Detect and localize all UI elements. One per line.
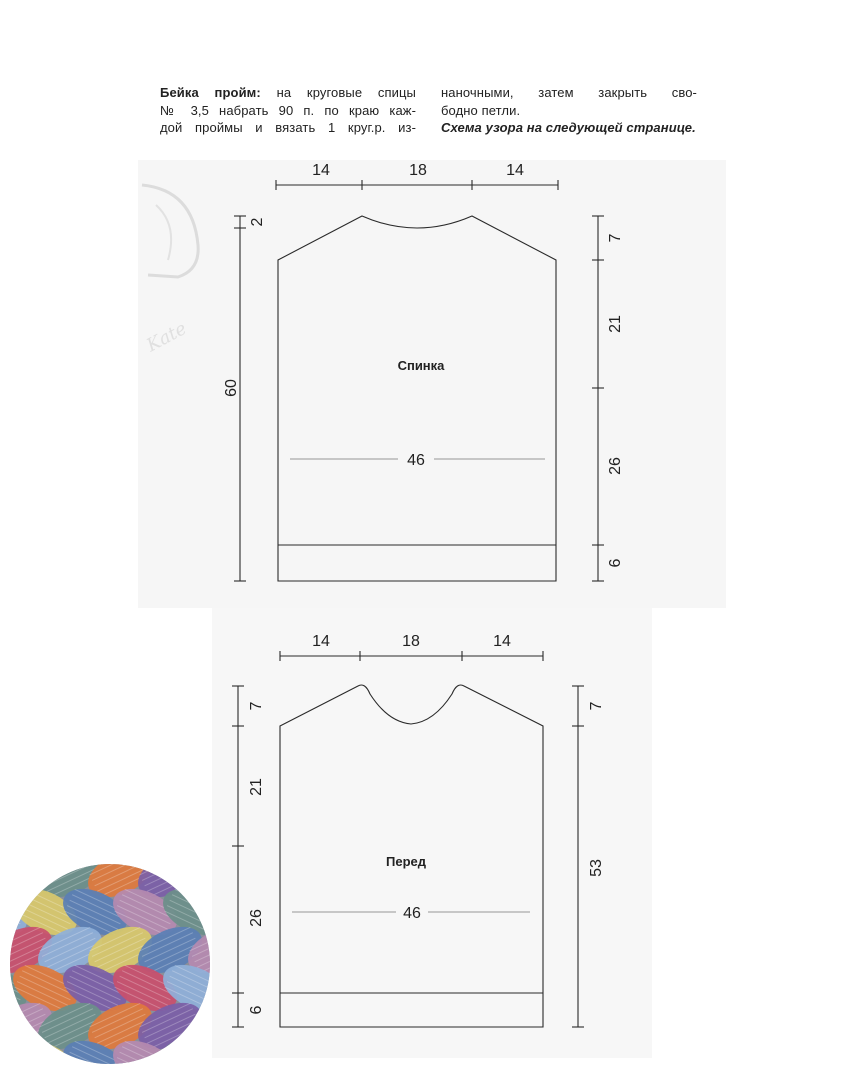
front-piece-label: Перед [386,854,426,869]
front-armhole-slope-label: 7 [248,701,265,711]
front-right-slope-label: 7 [588,701,605,711]
back-neck-depth-label: 2 [249,217,266,227]
back-piece-label: Спинка [397,358,445,373]
front-body-height-label: 26 [248,909,265,927]
front-ribbing-height-label: 6 [248,1005,265,1015]
back-ribbing-height-label: 6 [607,558,624,568]
front-shoulder-right-label: 14 [493,633,511,650]
intro-line-5: бодно петли. [441,102,521,118]
yarn-image [10,864,210,1064]
back-body-height-label: 26 [607,457,624,475]
back-armhole-slope-label: 7 [607,233,624,243]
back-total-height-label: 60 [223,379,240,397]
front-armhole-height-label: 21 [248,778,265,796]
back-piece [223,162,624,581]
front-width-label: 46 [403,905,421,922]
front-piece [232,633,605,1027]
back-neck-width-label: 18 [409,162,427,179]
front-neck-width-label: 18 [402,633,420,650]
intro-line-2: № 3,5 набрать 90 п. по краю каж- [160,102,416,118]
intro-line-1-rest: на круговые спицы [276,85,416,100]
front-shoulder-left-label: 14 [312,633,330,650]
intro-heading: Бейка пройм: [160,85,261,100]
back-shoulder-left-label: 14 [312,162,330,179]
intro-line-6: Схема узора на следующей странице. [441,120,696,135]
intro-line-4: наночными, затем закрыть сво- [441,85,697,100]
back-armhole-height-label: 21 [607,315,624,333]
back-outline [278,216,556,581]
back-shoulder-right-label: 14 [506,162,524,179]
yarn-photo-badge [10,864,210,1064]
front-right-height-label: 53 [588,859,605,877]
back-width-label: 46 [407,452,425,469]
watermark-text: Kate [143,317,191,357]
intro-line-3: дой проймы и вязать 1 круг.р. из- [160,120,416,135]
